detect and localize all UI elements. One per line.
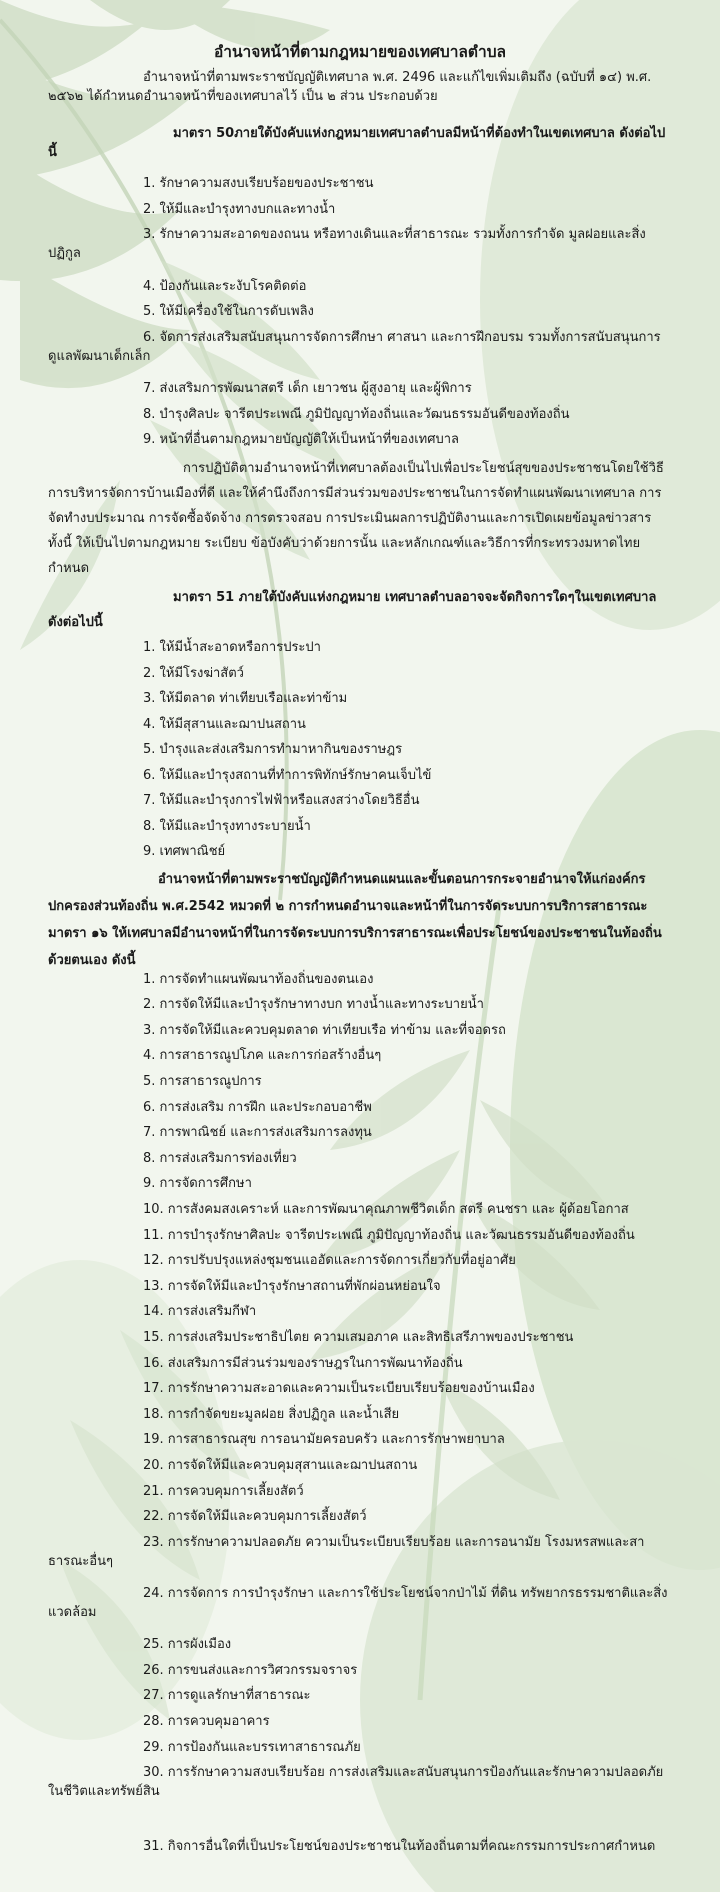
list-item: 6. ให้มีและบำรุงสถานที่ทำการพิทักษ์รักษาคนเจ็บไข้ — [143, 768, 432, 783]
list-item: 7. ส่งเสริมการพัฒนาสตรี เด็ก เยาวชน ผู้สูงอายุ และผู้พิการ — [143, 381, 472, 396]
list-item: 21. การควบคุมการเลี้ยงสัตว์ — [143, 1484, 304, 1499]
list-item: 29. การป้องกันและบรรเทาสาธารณภัย — [143, 1740, 361, 1755]
intro-paragraph: อำนาจหน้าที่ตามพระราชบัญญัติเทศบาล พ.ศ. 2496 และแก้ไขเพิ่มเติมถึง (ฉบับที่ ๑๔) พ.ศ. ๒๕๖๒ ได้กำหนดอำนาจหน้าที่ของเทศบาลไว้ เป็น ๒ ส่วน ประกอบด้วย — [48, 70, 652, 104]
list-item: 15. การส่งเสริมประชาธิปไตย ความเสมอภาค และสิทธิเสรีภาพของประชาชน — [143, 1330, 574, 1345]
list-item: 22. การจัดให้มีและควบคุมการเลี้ยงสัตว์ — [143, 1509, 367, 1524]
list-item: 25. การผังเมือง — [143, 1637, 232, 1652]
list-item: 14. การส่งเสริมกีฬา — [143, 1304, 257, 1319]
list-item: 7. การพาณิชย์ และการส่งเสริมการลงทุน — [143, 1125, 372, 1140]
list-item: 2. ให้มีโรงฆ่าสัตว์ — [143, 666, 244, 681]
list-item: 23. การรักษาความปลอดภัย ความเป็นระเบียบเรียบร้อย และการอนามัย โรงมหรสพและสาธารณะอื่นๆ — [48, 1535, 645, 1569]
list-item: 9. การจัดการศึกษา — [143, 1176, 252, 1191]
list-item: 20. การจัดให้มีและควบคุมสุสานและฌาปนสถาน — [143, 1458, 418, 1473]
list-item: 8. บำรุงศิลปะ จารีตประเพณี ภูมิปัญญาท้องถิ่นและวัฒนธรรมอันดีของท้องถิ่น — [143, 407, 570, 422]
list-item: 12. การปรับปรุงแหล่งชุมชนแออัดและการจัดการเกี่ยวกับที่อยู่อาศัย — [143, 1253, 516, 1268]
list-item: 5. การสาธารณูปการ — [143, 1074, 262, 1089]
list-item: 19. การสาธารณสุข การอนามัยครอบครัว และการรักษาพยาบาล — [143, 1432, 505, 1447]
list-item: 8. ให้มีและบำรุงทางระบายน้ำ — [143, 819, 311, 834]
list-item: 6. จัดการส่งเสริมสนับสนุนการจัดการศึกษา ศาสนา และการฝึกอบรม รวมทั้งการสนับสนุนการดูแลพัฒนาเด็กเล็ก — [48, 330, 661, 364]
list-item: 1. การจัดทำแผนพัฒนาท้องถิ่นของตนเอง — [143, 972, 374, 987]
list-item: 1. ให้มีน้ำสะอาดหรือการประปา — [143, 640, 321, 655]
list-item: 9. หน้าที่อื่นตามกฎหมายบัญญัติให้เป็นหน้าที่ของเทศบาล — [143, 432, 460, 447]
list-item: 24. การจัดการ การบำรุงรักษา และการใช้ประโยชน์จากป่าไม้ ที่ดิน ทรัพยากรธรรมชาติและสิ่งแวดล้อม — [48, 1586, 668, 1620]
list-item: 28. การควบคุมอาคาร — [143, 1714, 270, 1729]
section-50-heading: มาตรา 50ภายใต้บังคับแห่งกฎหมายเทศบาลตำบลมีหน้าที่ต้องทำในเขตเทศบาล ดังต่อไปนี้ — [48, 126, 666, 160]
list-item: 6. การส่งเสริม การฝึก และประกอบอาชีพ — [143, 1100, 372, 1115]
list-item: 3. การจัดให้มีและควบคุมตลาด ท่าเทียบเรือ ท่าข้าม และที่จอดรถ — [143, 1023, 506, 1038]
section-51-heading: มาตรา 51 ภายใต้บังคับแห่งกฎหมาย เทศบาลตำบลอาจจะจัดกิจการใดๆในเขตเทศบาล ดังต่อไปนี้ — [48, 590, 657, 630]
list-item: 31. กิจการอื่นใดที่เป็นประโยชน์ของประชาชนในท้องถิ่นตามที่คณะกรรมการประกาศกำหนด — [143, 1839, 656, 1854]
list-item: 3. รักษาความสะอาดของถนน หรือทางเดินและที่สาธารณะ รวมทั้งการกำจัด มูลฝอยและสิ่งปฏิกูล — [48, 227, 646, 261]
list-item: 30. การรักษาความสงบเรียบร้อย การส่งเสริมและสนับสนุนการป้องกันและรักษาความปลอดภัยในชีวิตและทรัพย์สิน — [48, 1765, 664, 1799]
list-item: 5. บำรุงและส่งเสริมการทำมาหากินของราษฎร — [143, 742, 403, 757]
list-item: 4. ป้องกันและระงับโรคติดต่อ — [143, 279, 307, 294]
list-item: 11. การบำรุงรักษาศิลปะ จารีตประเพณี ภูมิปัญญาท้องถิ่น และวัฒนธรรมอันดีของท้องถิ่น — [143, 1228, 635, 1243]
list-item: 16. ส่งเสริมการมีส่วนร่วมของราษฎรในการพัฒนาท้องถิ่น — [143, 1356, 463, 1371]
list-item: 7. ให้มีและบำรุงการไฟฟ้าหรือแสงสว่างโดยวิธีอื่น — [143, 793, 420, 808]
list-item: 26. การขนส่งและการวิศวกรรมจราจร — [143, 1663, 358, 1678]
list-item: 1. รักษาความสงบเรียบร้อยของประชาชน — [143, 176, 374, 191]
list-item: 5. ให้มีเครื่องใช้ในการดับเพลิง — [143, 304, 314, 319]
page-title: อำนาจหน้าที่ตามกฎหมายของเทศบาลตำบล — [213, 43, 507, 61]
list-item: 8. การส่งเสริมการท่องเที่ยว — [143, 1151, 297, 1166]
list-item: 9. เทศพาณิชย์ — [143, 844, 226, 859]
list-item: 17. การรักษาความสะอาดและความเป็นระเบียบเรียบร้อยของบ้านเมือง — [143, 1381, 535, 1396]
section-50-closing: การปฏิบัติตามอำนาจหน้าที่เทศบาลต้องเป็นไปเพื่อประโยชน์สุขของประชาชนโดยใช้วิธีการบริหารจัดการบ้านเมืองที่ดี และให้คำนึงถึงการมีส่วนร่วมของประชาชนในการจัดทำแผนพัฒนาเทศบาล การจัดทำงบประมาณ การจัดซื้อจัดจ้าง การตรวจสอบ การประเมินผลการปฏิบัติงานและการเปิดเผยข้อมูลข่าวสาร ทั้งนี้ ให้เป็นไปตามกฎหมาย ระเบียบ ข้อบังคับว่าด้วยการนั้น และหลักเกณฑ์และวิธีการที่กระทรวงมหาดไทยกำหนด — [48, 461, 664, 576]
list-item: 3. ให้มีตลาด ท่าเทียบเรือและท่าข้าม — [143, 691, 348, 706]
list-item: 4. การสาธารณูปโภค และการก่อสร้างอื่นๆ — [143, 1048, 382, 1063]
decentralization-heading: อำนาจหน้าที่ตามพระราชบัญญัติกำหนดแผนและขั้นตอนการกระจายอำนาจให้แก่องค์กรปกครองส่วนท้องถิ่น พ.ศ.2542 หมวดที่ ๒ การกำหนดอำนาจและหน้าที่ในการจัดระบบการบริการสาธารณะ มาตรา ๑๖ ให้เทศบาลมีอำนาจหน้าที่ในการจัดระบบการบริการสาธารณะเพื่อประโยชน์ของประชาชนในท้องถิ่นด้วยตนเอง ดังนี้ — [48, 872, 662, 968]
list-item: 27. การดูแลรักษาที่สาธารณะ — [143, 1688, 311, 1703]
list-item: 2. ให้มีและบำรุงทางบกและทางน้ำ — [143, 202, 336, 217]
list-item: 18. การกำจัดขยะมูลฝอย สิ่งปฏิกูล และน้ำเสีย — [143, 1407, 400, 1422]
list-item: 4. ให้มีสุสานและฌาปนสถาน — [143, 717, 306, 732]
list-item: 10. การสังคมสงเคราะห์ และการพัฒนาคุณภาพชีวิตเด็ก สตรี คนชรา และ ผู้ด้อยโอกาส — [143, 1202, 629, 1217]
list-item: 13. การจัดให้มีและบำรุงรักษาสถานที่พักผ่อนหย่อนใจ — [143, 1279, 441, 1294]
list-item: 2. การจัดให้มีและบำรุงรักษาทางบก ทางน้ำและทางระบายน้ำ — [143, 997, 484, 1012]
